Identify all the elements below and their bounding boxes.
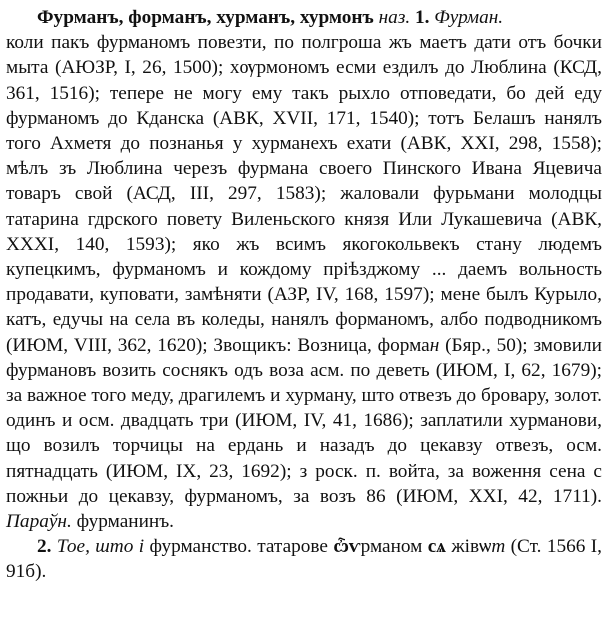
old-ligature: ѽѵ bbox=[333, 536, 361, 558]
italic-letter: н bbox=[429, 334, 440, 356]
sense-number: 2. bbox=[37, 536, 52, 558]
quotations-continued: (Бяр., 50); змовили фурмановъ возить соснякъ одъ воза асм. по деветь (ИЮМ, I, 62, 1679); за важное того меду, драгилемъ и хурману, што отвезъ до бровару, золот. одинъ и осм. двадцать три (ИЮМ, IV, 41, 1686); заплатили хурманови, що возилъ торчицы на ердань и назадъ до цекавзу отвезъ, осм. пятнадцать (ИЮМ, IX, 23, 1692); з роск. п. войта, за воження сена с пожньи до цекавзу, фурманомъ, за возъ 86 (ИЮМ, XXI, 42, 1711). bbox=[6, 334, 602, 507]
quotation-part: жів bbox=[445, 536, 480, 558]
grammar-label: наз. bbox=[378, 7, 411, 28]
quotation: фурманство. татарове bbox=[144, 536, 334, 558]
sense-definition: Фурман. bbox=[434, 7, 504, 28]
quotation-part: рманом bbox=[360, 536, 428, 558]
sense-1-paragraph bbox=[6, 5, 602, 534]
parallel-label: Параўн. bbox=[6, 511, 72, 533]
headword: Фурманъ, форманъ, хурманъ, хурмонъ bbox=[37, 7, 374, 28]
parallel-word: фурманинъ. bbox=[76, 511, 175, 533]
old-letter: ѡ bbox=[479, 536, 492, 558]
source-citation: (Ст. 1566 I, 91б). bbox=[6, 536, 602, 583]
sense-number: 1. bbox=[415, 7, 430, 28]
italic-letter: т bbox=[491, 536, 506, 558]
sense-definition: Тое, што і bbox=[56, 536, 145, 558]
quotations: коли пакъ фурманомъ повезти, по полгроша жъ маетъ дати отъ бочки мыта (АЮЗР, I, 26, 1500); хѹрмономъ есми ездилъ до Люблина (КСД, 361, 1516); тепере не могу ему такъ рыхло отповедати, бо дей еду фурманомъ до Кданска (АВК, XVII, 171, 1540); тотъ Белашъ нанялъ того Ахметя до познанья у хурманехъ ехати (АВК, XXI, 298, 1558); мѣлъ зъ Люблина черезъ фурмана своего Пинского Ивана Яцевича товаръ свой (АСД, III, 297, 1583); жаловали фурьмани молодцы татарина гдрского повету Виленьского князя Или Лукашевича (АВК, XXXI, 140, 1593); яко жъ всимъ якогокольвекъ стану людемъ купецкимъ, фурманомъ и кождому прiѣзджому ... даемъ вольность продавати, куповати, замѣняти (АЗР, IV, 168, 1597); мене былъ Курыло, катъ, едучы на села въ коледы, нанялъ форманомъ, албо подводникомъ (ИЮМ, VIII, 362, 1620); Звощикъ: Возница, форма bbox=[6, 32, 602, 356]
sense-2-paragraph bbox=[6, 534, 602, 584]
old-ligature: сѧ bbox=[427, 536, 446, 558]
